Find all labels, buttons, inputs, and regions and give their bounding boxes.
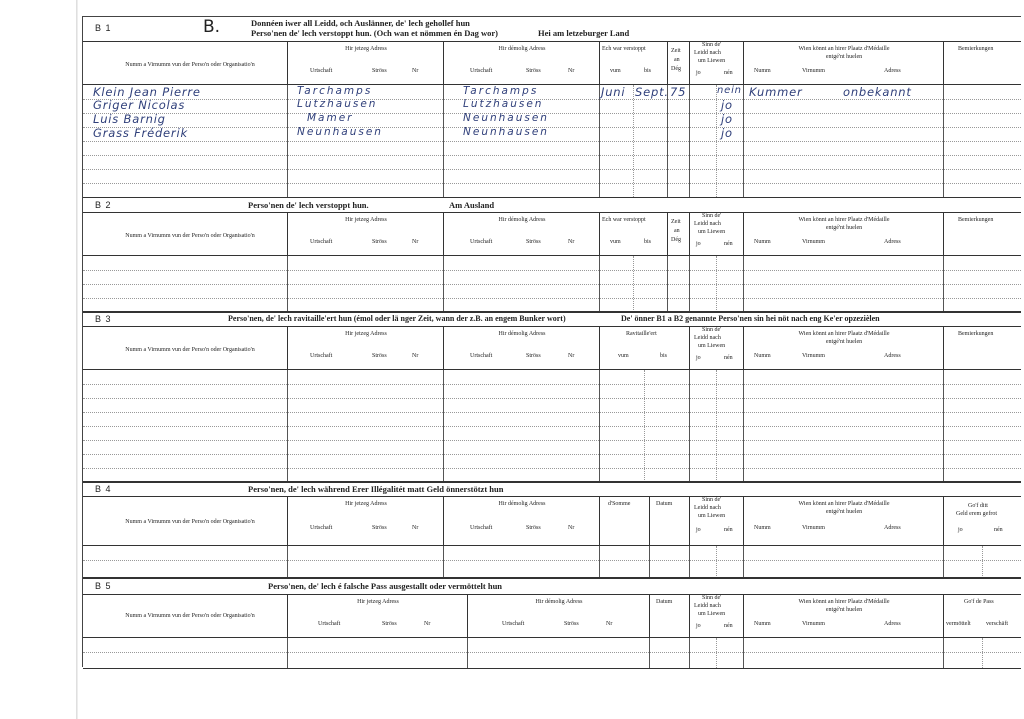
table-row-name: Klein Jean Pierre bbox=[93, 85, 201, 99]
days-header bbox=[667, 213, 690, 255]
adress-label: Adress bbox=[884, 621, 901, 627]
sinn-label: Sinn de' bbox=[702, 497, 722, 503]
geld-erem-label: Geld erem gefrot bbox=[956, 511, 997, 517]
medal-label-2: entgé'nt huelen bbox=[825, 339, 863, 345]
until-label: bis bbox=[644, 239, 652, 245]
b1-header-row bbox=[83, 41, 1021, 85]
zeit-label: Zeit bbox=[671, 219, 681, 225]
goi-ditt-label: Go'f ditt bbox=[968, 503, 988, 509]
liewen-label: um Liewen bbox=[698, 229, 726, 235]
former-address-label: Hir démolig Adress bbox=[498, 501, 546, 507]
alive-header bbox=[689, 595, 744, 637]
nr-label: Nr bbox=[568, 525, 575, 531]
vermettelt-label: vermöttelt bbox=[946, 621, 971, 627]
date-header bbox=[649, 497, 690, 545]
remarks-header bbox=[943, 213, 1022, 255]
current-address-header bbox=[287, 42, 444, 84]
virnumm-label: Virnumm bbox=[802, 353, 825, 359]
name-column-label: Numm a Virnumm vun der Perso'n oder Organisatio'n bbox=[125, 233, 255, 239]
b1-title-row bbox=[83, 17, 1021, 41]
goi-pass-label: Go'f de Pass bbox=[964, 599, 994, 605]
stross-label: Ströss bbox=[526, 525, 541, 531]
table-row-alive: jo bbox=[721, 98, 733, 112]
remarks-label: Bemierkungen bbox=[958, 217, 994, 223]
remarks-header bbox=[943, 327, 1022, 369]
section-letter: B. bbox=[203, 17, 221, 37]
medal-label: Wien könnt an hirer Plaatz d'Médaille bbox=[798, 599, 890, 605]
b2-header-row bbox=[83, 212, 1021, 256]
stross-label: Ströss bbox=[526, 68, 541, 74]
current-address-label: Hir jetzeg Adress bbox=[345, 217, 387, 223]
stross-label: Ströss bbox=[382, 621, 397, 627]
b1-data-area bbox=[83, 85, 1021, 197]
pass-header bbox=[943, 595, 1022, 637]
numm-label: Numm bbox=[754, 525, 771, 531]
hidden-label: Ech war verstoppt bbox=[602, 217, 646, 223]
current-address-header bbox=[287, 213, 444, 255]
stross-label: Ströss bbox=[372, 68, 387, 74]
an-label: an bbox=[674, 228, 680, 234]
verschaft-label: verschäft bbox=[986, 621, 1008, 627]
remarks-header bbox=[943, 42, 1022, 84]
sinn-label: Sinn de' bbox=[702, 595, 722, 601]
virnumm-label: Virnumm bbox=[802, 621, 825, 627]
section-id: B 5 bbox=[95, 581, 112, 591]
medal-label: Wien könnt an hirer Plaatz d'Médaille bbox=[798, 331, 890, 337]
jo-label: jo bbox=[696, 527, 701, 533]
b2-title-row bbox=[83, 198, 1021, 212]
jo-label: jo bbox=[696, 623, 701, 629]
hidden-period-header bbox=[599, 42, 668, 84]
section-subheading: Hei am letzeburger Land bbox=[538, 28, 630, 38]
somme-label: d'Somme bbox=[608, 501, 631, 507]
leidd-label: Leidd nach bbox=[694, 335, 721, 341]
former-address-header bbox=[443, 497, 600, 545]
adress-label: Adress bbox=[884, 525, 901, 531]
nen-label: nén bbox=[724, 241, 733, 247]
former-address-label: Hir démolig Adress bbox=[535, 599, 583, 605]
section-b4 bbox=[83, 481, 1021, 579]
b4-header-row bbox=[83, 496, 1021, 546]
nen-label: nén bbox=[724, 527, 733, 533]
table-row-medal-name: Kummer bbox=[749, 85, 803, 99]
stross-label: Ströss bbox=[372, 239, 387, 245]
nen-label: nén bbox=[724, 355, 733, 361]
nr-label: Nr bbox=[568, 239, 575, 245]
current-address-label: Hir jetzeg Adress bbox=[357, 599, 399, 605]
liewen-label: um Liewen bbox=[698, 343, 726, 349]
nr-label: Nr bbox=[412, 239, 419, 245]
section-heading: Perso'nen, de' lech ravitaille'ert hun (émol oder lä nger Zeit, wann der z.B. an engem Bunker wort) bbox=[228, 314, 566, 323]
section-heading: Perso'nen, de' lech é falsche Pass ausgestallt oder vermöttelt hun bbox=[268, 581, 503, 591]
numm-label: Numm bbox=[754, 239, 771, 245]
current-address-label: Hir jetzeg Adress bbox=[345, 331, 387, 337]
name-column-label: Numm a Virnumm vun der Perso'n oder Organisatio'n bbox=[125, 62, 255, 68]
urtschaft-label: Urtschaft bbox=[470, 239, 493, 245]
from-label: vum bbox=[618, 353, 629, 359]
medal-header bbox=[743, 497, 944, 545]
leidd-label: Leidd nach bbox=[694, 221, 721, 227]
name-column-label: Numm a Virnumm vun der Perso'n oder Organisatio'n bbox=[125, 347, 255, 353]
nr-label: Nr bbox=[412, 525, 419, 531]
virnumm-label: Virnumm bbox=[802, 525, 825, 531]
until-label: bis bbox=[660, 353, 668, 359]
nen-label: nén bbox=[724, 70, 733, 76]
b4-data-area bbox=[83, 546, 1021, 578]
alive-header bbox=[689, 497, 744, 545]
section-subheading: De' önner B1 a B2 genannte Perso'nen sin hei nöt nach eng Ke'er opzezièlen bbox=[621, 314, 880, 323]
table-row-demolig: Lutzhausen bbox=[463, 98, 544, 110]
virnumm-label: Virnumm bbox=[802, 68, 825, 74]
section-heading: Perso'nen de' lech verstoppt hun. bbox=[248, 200, 369, 210]
table-row-demolig: Neunhausen bbox=[463, 112, 549, 124]
medal-label-2: entgé'nt huelen bbox=[825, 509, 863, 515]
section-b2 bbox=[83, 197, 1021, 313]
table-row-place: Lutzhausen bbox=[297, 98, 378, 110]
former-address-label: Hir démolig Adress bbox=[498, 46, 546, 52]
nr-label: Nr bbox=[606, 621, 613, 627]
b3-title-row bbox=[83, 312, 1021, 326]
form-page bbox=[82, 16, 1021, 667]
current-address-header bbox=[287, 327, 444, 369]
b3-header-row bbox=[83, 326, 1021, 370]
table-row-demolig: Neunhausen bbox=[463, 126, 549, 138]
current-address-header bbox=[287, 497, 444, 545]
former-address-label: Hir démolig Adress bbox=[498, 217, 546, 223]
b3-data-area bbox=[83, 370, 1021, 482]
sinn-label: Sinn de' bbox=[702, 213, 722, 219]
current-address-label: Hir jetzeg Adress bbox=[345, 46, 387, 52]
section-heading: Perso'nen, de' lech während Erer Illégalitét matt Geld önnerstötzt hun bbox=[248, 484, 504, 494]
b4-title-row bbox=[83, 482, 1021, 496]
table-row-name: Griger Nicolas bbox=[93, 98, 186, 112]
jo-label: jo bbox=[958, 527, 963, 533]
leidd-label: Leidd nach bbox=[694, 505, 721, 511]
section-id: B 4 bbox=[95, 484, 112, 494]
urtschaft-label: Urtschaft bbox=[310, 239, 333, 245]
remarks-label: Bemierkungen bbox=[958, 46, 994, 52]
former-address-header bbox=[467, 595, 650, 637]
section-id: B 2 bbox=[95, 200, 112, 210]
jo-label: jo bbox=[696, 70, 701, 76]
nr-label: Nr bbox=[568, 68, 575, 74]
remarks-label: Bemierkungen bbox=[958, 331, 994, 337]
current-address-label: Hir jetzeg Adress bbox=[345, 501, 387, 507]
urtschaft-label: Urtschaft bbox=[470, 353, 493, 359]
nen-label: nén bbox=[724, 623, 733, 629]
table-row-place: Neunhausen bbox=[297, 126, 383, 138]
section-b1 bbox=[83, 17, 1021, 198]
table-row-alive: nein bbox=[717, 85, 742, 96]
medal-label: Wien könnt an hirer Plaatz d'Médaille bbox=[798, 46, 890, 52]
alive-header bbox=[689, 327, 744, 369]
former-address-header bbox=[443, 42, 600, 84]
liewen-label: um Liewen bbox=[698, 58, 726, 64]
b5-title-row bbox=[83, 578, 1021, 594]
medal-header bbox=[743, 213, 944, 255]
section-heading: Perso'nen de' lech verstoppt hun. (Och wan et nömmen én Dag wor) bbox=[251, 28, 498, 38]
urtschaft-label: Urtschaft bbox=[318, 621, 341, 627]
urtschaft-label: Urtschaft bbox=[470, 68, 493, 74]
section-b3 bbox=[83, 311, 1021, 483]
scan-edge bbox=[76, 0, 78, 719]
former-address-header bbox=[443, 327, 600, 369]
stross-label: Ströss bbox=[526, 239, 541, 245]
alive-header bbox=[689, 213, 744, 255]
stross-label: Ströss bbox=[372, 353, 387, 359]
name-column-label: Numm a Virnumm vun der Perso'n oder Organisatio'n bbox=[125, 519, 255, 525]
urtschaft-label: Urtschaft bbox=[310, 353, 333, 359]
jo-label: jo bbox=[696, 241, 701, 247]
urtschaft-label: Urtschaft bbox=[310, 525, 333, 531]
hidden-period-header bbox=[599, 213, 668, 255]
repaid-header bbox=[943, 497, 1022, 545]
nr-label: Nr bbox=[568, 353, 575, 359]
datum-label: Datum bbox=[656, 501, 673, 507]
date-header bbox=[649, 595, 690, 637]
medal-header bbox=[743, 327, 944, 369]
adress-label: Adress bbox=[884, 68, 901, 74]
table-row-days: 75 bbox=[670, 85, 687, 99]
medal-label-2: entgé'nt huelen bbox=[825, 225, 863, 231]
stross-label: Ströss bbox=[526, 353, 541, 359]
adress-label: Adress bbox=[884, 353, 901, 359]
numm-label: Numm bbox=[754, 621, 771, 627]
from-label: vum bbox=[610, 68, 621, 74]
nr-label: Nr bbox=[412, 68, 419, 74]
medal-label: Wien könnt an hirer Plaatz d'Médaille bbox=[798, 217, 890, 223]
former-address-header bbox=[443, 213, 600, 255]
table-row-place: Tarchamps bbox=[297, 85, 373, 97]
nr-label: Nr bbox=[412, 353, 419, 359]
stross-label: Ströss bbox=[372, 525, 387, 531]
virnumm-label: Virnumm bbox=[802, 239, 825, 245]
deg-label: Dég bbox=[671, 66, 681, 72]
section-heading: Donnéen iwer all Leidd, och Auslänner, de' lech gehollef hun bbox=[251, 18, 470, 28]
table-row-name: Grass Fréderik bbox=[93, 126, 188, 140]
numm-label: Numm bbox=[754, 353, 771, 359]
datum-label: Datum bbox=[656, 599, 673, 605]
ravitailleert-label: Ravitaille'ert bbox=[626, 331, 657, 337]
former-address-label: Hir démolig Adress bbox=[498, 331, 546, 337]
medal-label: Wien könnt an hirer Plaatz d'Médaille bbox=[798, 501, 890, 507]
current-address-header bbox=[287, 595, 468, 637]
name-column-label: Numm a Virnumm vun der Perso'n oder Organisatio'n bbox=[125, 613, 255, 619]
amount-header bbox=[599, 497, 650, 545]
medal-header bbox=[743, 595, 944, 637]
leidd-label: Leidd nach bbox=[694, 603, 721, 609]
medal-label-2: entgé'nt huelen bbox=[825, 607, 863, 613]
urtschaft-label: Urtschaft bbox=[470, 525, 493, 531]
urtschaft-label: Urtschaft bbox=[502, 621, 525, 627]
urtschaft-label: Urtschaft bbox=[310, 68, 333, 74]
table-row-demolig: Tarchamps bbox=[463, 85, 539, 97]
b2-data-area bbox=[83, 256, 1021, 312]
liewen-label: um Liewen bbox=[698, 611, 726, 617]
jo-label: jo bbox=[696, 355, 701, 361]
sinn-label: Sinn de' bbox=[702, 42, 722, 48]
sinn-label: Sinn de' bbox=[702, 327, 722, 333]
section-id: B 1 bbox=[95, 23, 112, 33]
section-b5 bbox=[83, 577, 1021, 669]
nr-label: Nr bbox=[424, 621, 431, 627]
nen-label: nén bbox=[994, 527, 1003, 533]
table-row-bis: Sept. bbox=[635, 85, 669, 99]
medal-header bbox=[743, 42, 944, 84]
b5-header-row bbox=[83, 594, 1021, 638]
table-row-name: Luis Barnig bbox=[93, 112, 166, 126]
days-header bbox=[667, 42, 690, 84]
b5-data-area bbox=[83, 638, 1021, 668]
provisioned-header bbox=[599, 327, 690, 369]
an-label: an bbox=[674, 57, 680, 63]
table-row-alive: jo bbox=[721, 112, 733, 126]
zeit-label: Zeit bbox=[671, 48, 681, 54]
stross-label: Ströss bbox=[564, 621, 579, 627]
table-row-alive: jo bbox=[721, 126, 733, 140]
hidden-label: Ech war verstoppt bbox=[602, 46, 646, 52]
alive-header bbox=[689, 42, 744, 84]
section-subheading: Am Ausland bbox=[449, 200, 495, 210]
table-row-medal-first: onbekannt bbox=[843, 85, 912, 99]
table-row-place: Mamer bbox=[307, 112, 354, 124]
liewen-label: um Liewen bbox=[698, 513, 726, 519]
adress-label: Adress bbox=[884, 239, 901, 245]
table-row-vum: Juni bbox=[601, 85, 626, 99]
until-label: bis bbox=[644, 68, 652, 74]
medal-label-2: entgé'nt huelen bbox=[825, 54, 863, 60]
section-id: B 3 bbox=[95, 314, 112, 324]
deg-label: Dég bbox=[671, 237, 681, 243]
leidd-label: Leidd nach bbox=[694, 50, 721, 56]
numm-label: Numm bbox=[754, 68, 771, 74]
from-label: vum bbox=[610, 239, 621, 245]
